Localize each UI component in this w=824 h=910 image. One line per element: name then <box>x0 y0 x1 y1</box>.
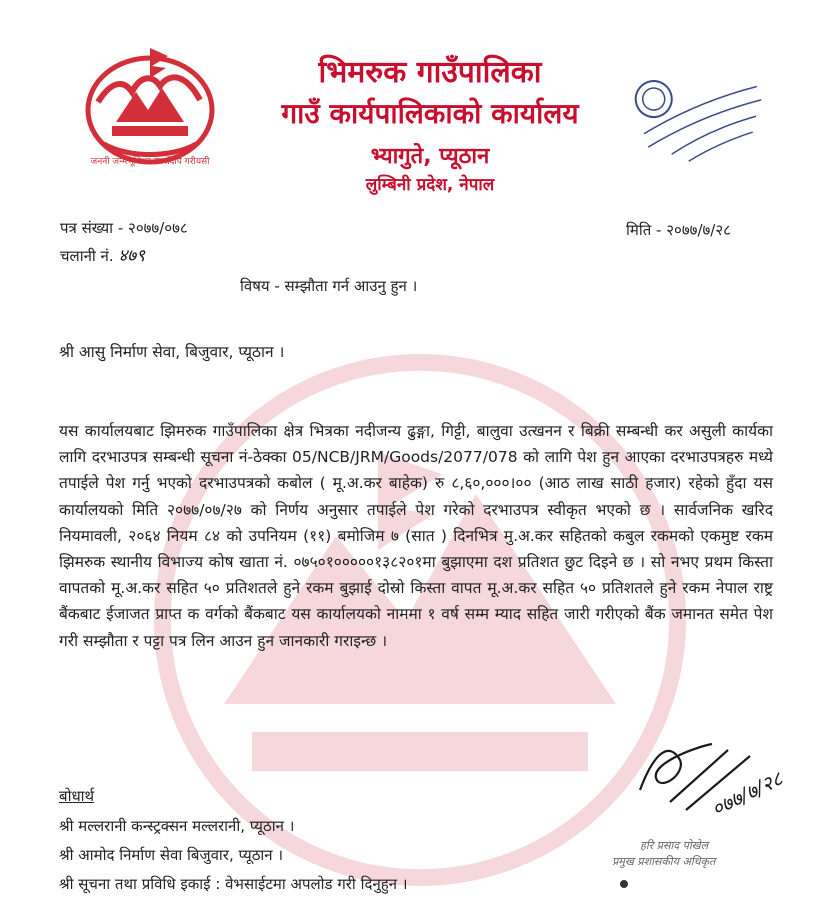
letter-body: यस कार्यालयबाट झिमरुक गाउँपालिका क्षेत्र भित्रका नदीजन्य ढुङ्गा, गिट्टी, बालुवा उत्खनन र बिक्री सम्बन्धी कर असुली कार्यका लागि दरभाउपत्र सम्बन्धी सूचना नं-ठेक्का 05/NCB/JRM/Goods/2077/078 को लागि पेश हुन आएका दरभाउपत्रहरु मध्ये तपाईले पेश गर्नु भएको दरभाउपत्रको कबोल ( मू.अ.कर बाहेक) रु ८,६०,०००।०० (आठ लाख साठी हजार) रहेको हुँदा यस कार्यालयको मिति २०७७/०७/२७ को निर्णय अनुसार तपाईले पेश गरेको दरभाउपत्र स्वीकृत भएको छ । सार्वजनिक खरिद नियमावली, २०६४ नियम ८४ को उपनियम (११) बमोजिम ७ (सात ) दिनभित्र मु.अ.कर सहितको कबुल रकमको एकमुष्ट रकम झिमरुक स्थानीय विभाज्य कोष खाता नं. ०७५०१०००००१३८२०१मा बुझाएमा दश प्रतिशत छुट दिइने छ । सो नभए प्रथम किस्ता वापतको मू.अ.कर सहित ५० प्रतिशतले हुने रकम बुझाई दोस्रो किस्ता वापत मू.अ.कर सहित ५० प्रतिशतले हुने रकम नेपाल राष्ट्र बैंकबाट ईजाजत प्राप्त क वर्गको बैंकबाट यस कार्यालयको नाममा १ वर्ष सम्म म्याद सहित जारी गरीएको बैंक जमानत समेत पेश गरी सम्झौता र पट्टा पत्र लिन आउन हुन जानकारी गराइन्छ । <box>59 422 773 650</box>
addressee: श्री आसु निर्माण सेवा, बिजुवार, प्यूठान । <box>59 343 285 361</box>
cc-list <box>59 812 408 899</box>
ink-dot <box>620 880 628 888</box>
date-label: मिति - <box>626 221 667 239</box>
letter-subject: विषय - सम्झौता गर्न आउनु हुन । <box>240 277 418 295</box>
office-stamp <box>618 46 776 166</box>
svg-text:जननी जन्मभूमिश्च स्वर्गादपि गर: जननी जन्मभूमिश्च स्वर्गादपि गरीयसी <box>90 157 210 167</box>
office-location: भ्यागुते, प्यूठान <box>370 144 490 169</box>
municipality-name: भिमरुक गाउँपालिका <box>318 55 542 90</box>
cc-item: श्री आमोद निर्माण सेवा बिजुवार, प्यूठान । <box>59 846 284 864</box>
province-name: लुम्बिनी प्रदेश, नेपाल <box>365 175 495 195</box>
date-value: २०७७/७/२८ <box>666 221 731 239</box>
handwritten-signature <box>600 730 800 826</box>
office-name: गाउँ कार्यपालिकाको कार्यालय <box>281 97 579 130</box>
date-row <box>626 220 731 240</box>
signatory-title: प्रमुख प्रशासकीय अधिकृत <box>612 855 716 868</box>
letter-number: पत्र संख्या - २०७७/०७८ <box>60 219 188 237</box>
signatory-name: हरि प्रसाद पोखेल <box>640 839 709 852</box>
dispatch-number: ४७९ <box>118 246 145 266</box>
cc-item: श्री मल्लरानी कन्स्ट्रक्सन मल्लरानी, प्यूठान । <box>59 817 295 835</box>
cc-item: श्री सूचना तथा प्रविधि इकाई : वेभसाईटमा अपलोड गरी दिनुहुन । <box>59 875 408 893</box>
signature-date: ०७७/७/२८ <box>707 766 787 822</box>
government-emblem-logo <box>82 40 218 168</box>
dispatch-number-row <box>60 243 145 266</box>
cc-title: बोधार्थ <box>59 787 95 805</box>
dispatch-label: चलानी नं. <box>60 247 114 265</box>
